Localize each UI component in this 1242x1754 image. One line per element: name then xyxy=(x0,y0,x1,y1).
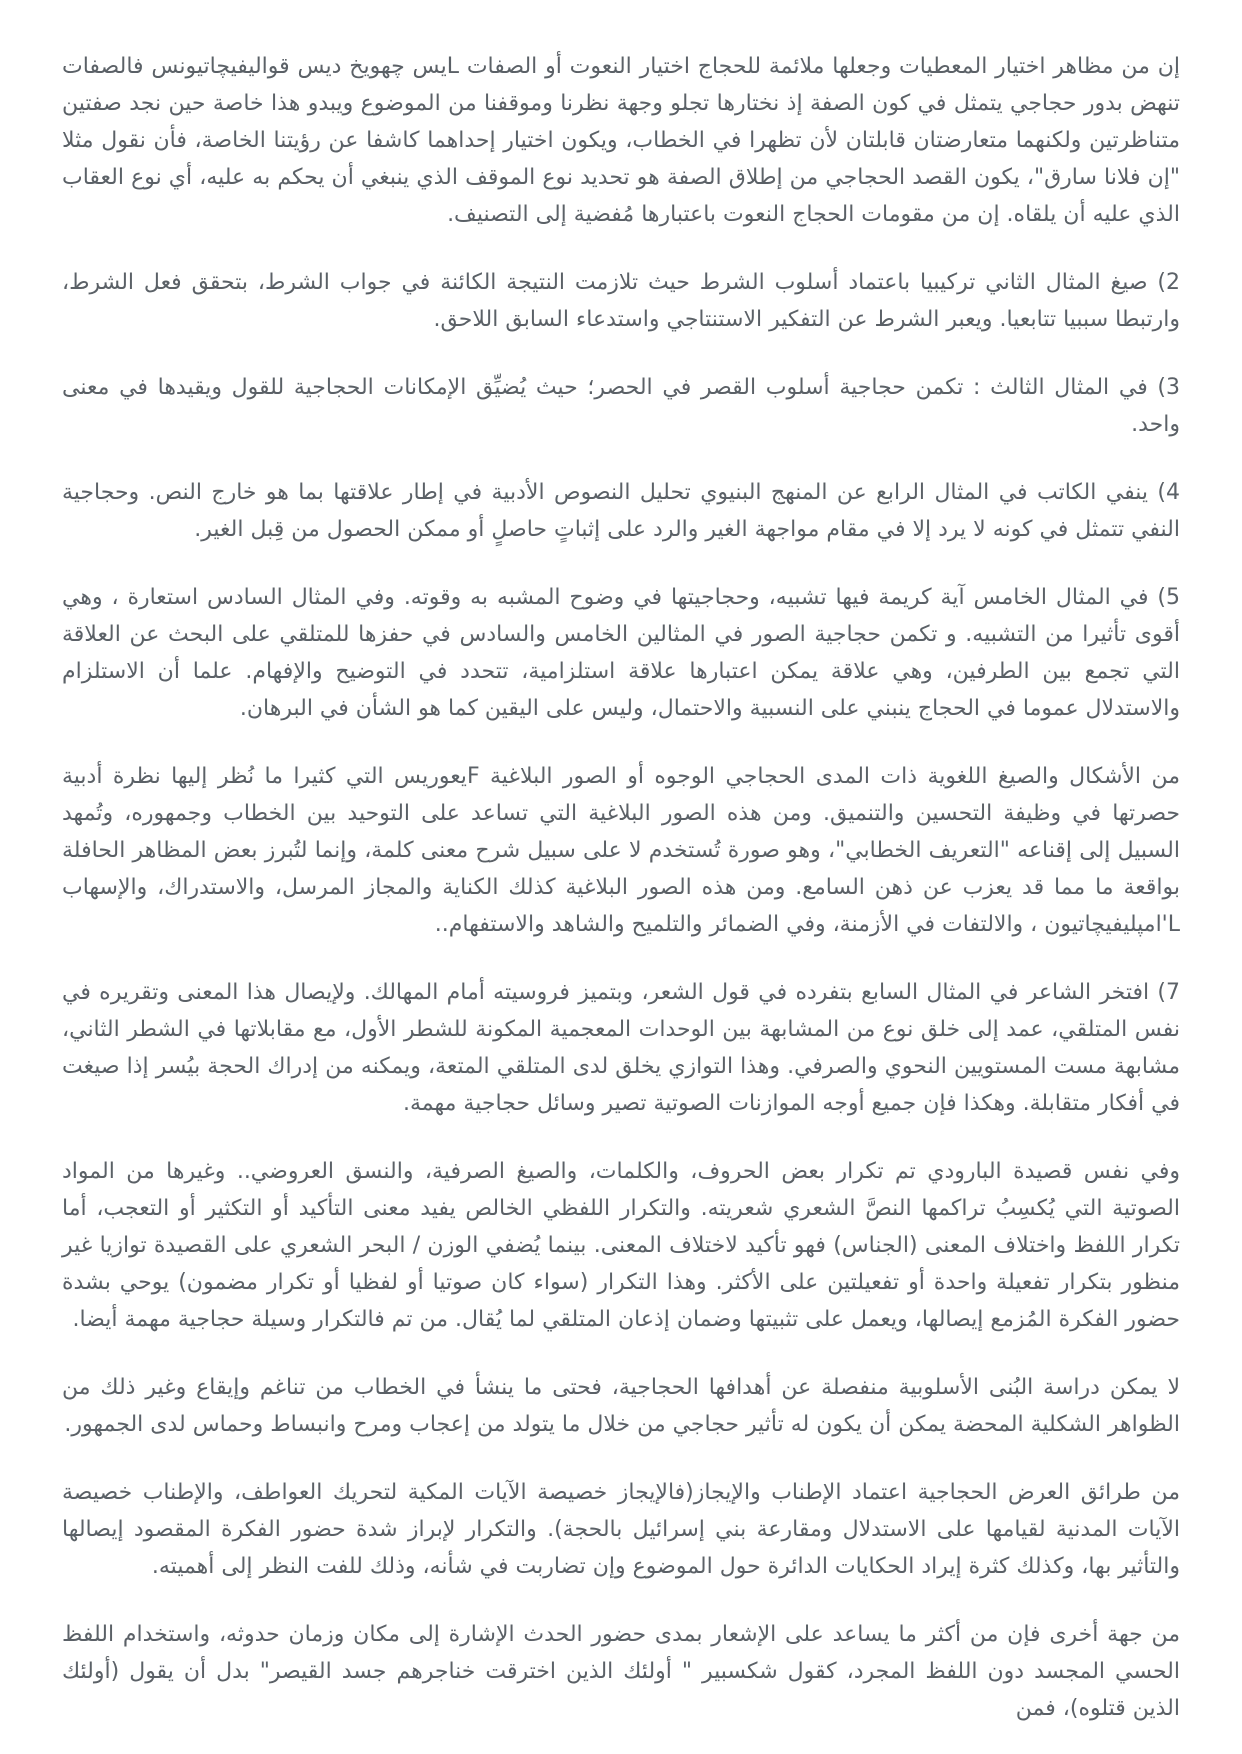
paragraph-example-2-condition: 2) صيغ المثال الثاني تركيبيا باعتماد أسلوب الشرط حيث تلازمت النتيجة الكائنة في جواب الشرط، بتحقق فعل الشرط، وارتبطا سببيا تتابعيا. ويعبر الشرط عن التفكير الاستنتاجي واستدعاء السابق اللاحق. xyxy=(62,270,1180,332)
paragraph-example-3-restriction: 3) في المثال الثالث : تكمن حجاجية أسلوب القصر في الحصر؛ حيث يُضيِّق الإمكانات الحجاجية للقول ويقيدها في معنى واحد. xyxy=(62,375,1180,437)
paragraph-qualifications: إن من مظاهر اختيار المعطيات وجعلها ملائمة للحجاج اختيار النعوت أو الصفات Lيس چهويخ ديس قواليفيچاتيونس فالصفات تنهض بدور حجاجي يتمثل في كون الصفة إذ نختارها تجلو وجهة نظرنا وموقفنا من الموضوع ويبدو هذا خاصة حين نجد صفتين متناظرتين ولكنهما متعارضتان قابلتان لأن تظهرا في الخطاب، ويكون اختيار إحداهما كاشفا عن رؤيتنا الخاصة، فأن نقول مثلا "إن فلانا سارق"، يكون القصد الحجاجي من إطلاق الصفة هو تحديد نوع الموقف الذي ينبغي أن يحكم به عليه، أي نوع العقاب الذي عليه أن يلقاه. إن من مقومات الحجاج النعوت باعتبارها مُفضية إلى التصنيف. xyxy=(62,54,1181,227)
paragraph-concrete-wording: من جهة أخرى فإن من أكثر ما يساعد على الإشعار بمدى حضور الحدث الإشارة إلى مكان وزمان حدوثه، واستخدام اللفظ الحسي المجسد دون اللفظ المجرد، كقول شكسبير " أولئك الذين اخترقت خناجرهم جسد القيصر" بدل أن يقول (أولئك الذين قتلوه)، فمن xyxy=(62,1622,1180,1721)
paragraph-rhetorical-figures: من الأشكال والصيغ اللغوية ذات المدى الحجاجي الوجوه أو الصور البلاغية Fيعوريس التي كثيرا ما نُظر إليها نظرة أدبية حصرتها في وظيفة التحسين والتنميق. ومن هذه الصور البلاغية التي تساعد على التوحيد بين الخطاب وجمهوره، وتُمهد السبيل إلى إقناعه "التعريف الخطابي"، وهو صورة تُستخدم لا على سبيل شرح معنى كلمة، وإنما لتُبرز بعض المظاهر الحافلة بواقعة ما مما قد يعزب عن ذهن السامع. ومن هذه الصور البلاغية كذلك الكناية والمجاز المرسل، والاستدراك، والإسهاب L'امپليفيچاتيون ، والالتفات في الأزمنة، وفي الضمائر والتلميح والشاهد والاستفهام.. xyxy=(62,764,1180,937)
paragraph-example-4-negation: 4) ينفي الكاتب في المثال الرابع عن المنهج البنيوي تحليل النصوص الأدبية في إطار علاقتها بما هو خارج النص. وحجاجية النفي تتمثل في كونه لا يرد إلا في مقام مواجهة الغير والرد على إثباتٍ حاصلٍ أو ممكن الحصول من قِبل الغير. xyxy=(62,480,1180,542)
paragraph-brevity-elaboration: من طرائق العرض الحجاجية اعتماد الإطناب والإيجاز(فالإيجاز خصيصة الآيات المكية لتحريك العواطف، والإطناب خصيصة الآيات المدنية لقيامها على الاستدلال ومقارعة بني إسرائيل بالحجة). والتكرار لإبراز شدة حضور الفكرة المقصود إيصالها والتأثير بها، وكذلك كثرة إيراد الحكايات الدائرة حول الموضوع وإن تضاربت في شأنه، وذلك للفت النظر إلى أهميته. xyxy=(62,1480,1180,1579)
paragraph-stylistic-structures: لا يمكن دراسة البُنى الأسلوبية منفصلة عن أهدافها الحجاجية، فحتى ما ينشأ في الخطاب من تناغم وإيقاع وغير ذلك من الظواهر الشكلية المحضة يمكن أن يكون له تأثير حجاجي من خلال ما يتولد من إعجاب ومرح وانبساط وحماس لدى الجمهور. xyxy=(62,1375,1180,1437)
paragraph-repetition-baroudi: وفي نفس قصيدة البارودي تم تكرار بعض الحروف، والكلمات، والصيغ الصرفية، والنسق العروضي.. وغيرها من المواد الصوتية التي يُكسِبُ تراكمها النصَّ الشعري شعريته. والتكرار اللفظي الخالص يفيد معنى التأكيد أو التكثير أو التعجب، أما تكرار اللفظ واختلاف المعنى (الجناس) فهو تأكيد لاختلاف المعنى. بينما يُضفي الوزن / البحر الشعري على القصيدة توازيا غير منظور بتكرار تفعيلة واحدة أو تفعيلتين على الأكثر. وهذا التكرار (سواء كان صوتيا أو لفظيا أو تكرار مضمون) يوحي بشدة حضور الفكرة المُزمع إيصالها، ويعمل على تثبيتها وضمان إذعان المتلقي لما يُقال. من تم فالتكرار وسيلة حجاجية مهمة أيضا. xyxy=(62,1159,1180,1332)
paragraph-examples-5-6-imagery: 5) في المثال الخامس آية كريمة فيها تشبيه، وحجاجيتها في وضوح المشبه به وقوته. وفي المثال السادس استعارة ، وهي أقوى تأثيرا من التشبيه. و تكمن حجاجية الصور في المثالين الخامس والسادس في حفزها للمتلقي على البحث عن العلاقة التي تجمع بين الطرفين، وهي علاقة يمكن اعتبارها علاقة استلزامية، تتحدد في التوضيح والإفهام. علما أن الاستلزام والاستدلال عموما في الحجاج ينبني على النسبية والاحتمال، وليس على اليقين كما هو الشأن في البرهان. xyxy=(62,585,1180,721)
paragraph-example-7-parallelism: 7) افتخر الشاعر في المثال السابع بتفرده في قول الشعر، وبتميز فروسيته أمام المهالك. ولإيصال هذا المعنى وتقريره في نفس المتلقي، عمد إلى خلق نوع من المشابهة بين الوحدات المعجمية المكونة للشطر الأول، مع مقابلاتها في الشطر الثاني، مشابهة مست المستويين النحوي والصرفي. وهذا التوازي يخلق لدى المتلقي المتعة، ويمكنه من إدراك الحجة بيُسر إذا صيغت في أفكار متقابلة. وهكذا فإن جميع أوجه الموازنات الصوتية تصير وسائل حجاجية مهمة. xyxy=(62,980,1180,1116)
